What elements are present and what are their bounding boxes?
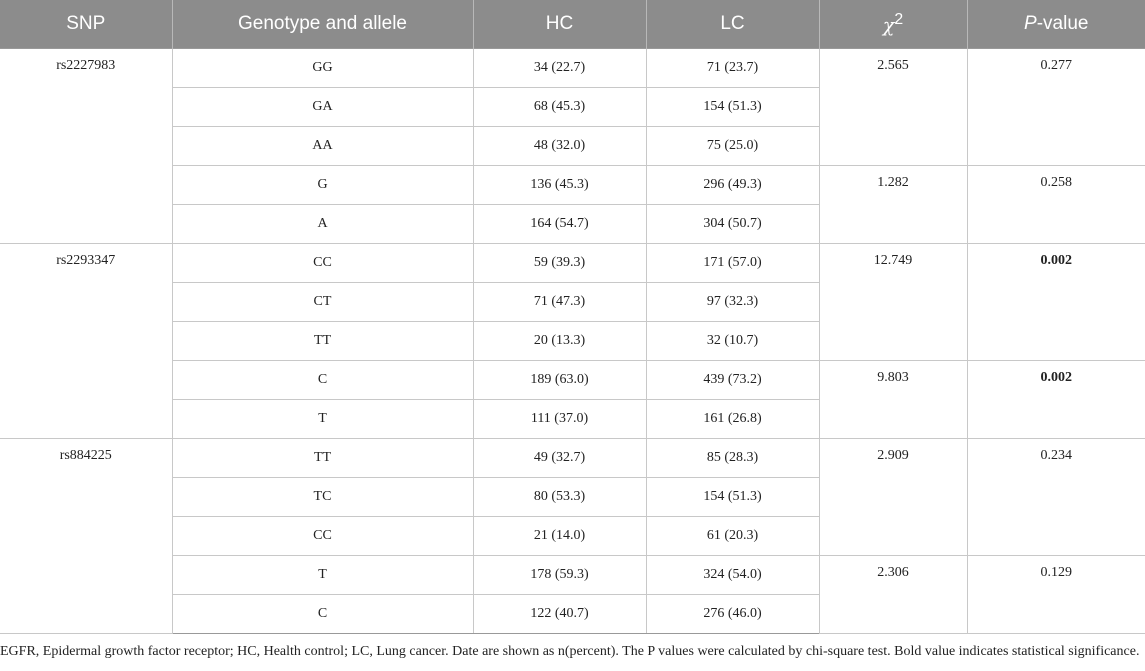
lc-cell: 85 (28.3): [646, 439, 819, 478]
lc-cell: 154 (51.3): [646, 478, 819, 517]
table-row: [0, 49, 1145, 88]
genotype-cell: CC: [172, 517, 473, 556]
chi-cell: 2.909: [819, 439, 967, 556]
snp-cell: rs884225: [0, 439, 172, 634]
lc-cell: 296 (49.3): [646, 166, 819, 205]
genotype-cell: TT: [172, 439, 473, 478]
hc-cell: 34 (22.7): [473, 49, 646, 88]
chi-cell: 9.803: [819, 361, 967, 439]
table-row: [0, 244, 1145, 283]
lc-cell: 161 (26.8): [646, 400, 819, 439]
hc-cell: 48 (32.0): [473, 127, 646, 166]
p-italic: P: [1024, 13, 1037, 34]
genotype-cell: TC: [172, 478, 473, 517]
hc-cell: 189 (63.0): [473, 361, 646, 400]
chi-symbol: χ: [882, 14, 895, 37]
header-lc: LC: [646, 0, 819, 49]
hc-cell: 80 (53.3): [473, 478, 646, 517]
lc-cell: 75 (25.0): [646, 127, 819, 166]
hc-cell: 20 (13.3): [473, 322, 646, 361]
lc-cell: 97 (32.3): [646, 283, 819, 322]
p-rest: -value: [1036, 13, 1089, 34]
p-value-cell-significant: 0.002: [967, 361, 1145, 439]
genotype-cell: T: [172, 400, 473, 439]
chi-superscript: 2: [894, 10, 904, 28]
table-header: [0, 0, 1145, 49]
genotype-cell: TT: [172, 322, 473, 361]
header-chi-square: [819, 0, 967, 49]
genotype-cell: GG: [172, 49, 473, 88]
table-row: [0, 361, 1145, 400]
genotype-cell: AA: [172, 127, 473, 166]
table-row: [0, 556, 1145, 595]
hc-cell: 71 (47.3): [473, 283, 646, 322]
p-value-cell-significant: 0.002: [967, 244, 1145, 361]
lc-cell: 439 (73.2): [646, 361, 819, 400]
genotype-cell: T: [172, 556, 473, 595]
hc-cell: 164 (54.7): [473, 205, 646, 244]
header-row: [0, 0, 1145, 49]
header-snp: SNP: [0, 0, 172, 49]
chi-cell: 1.282: [819, 166, 967, 244]
lc-cell: 61 (20.3): [646, 517, 819, 556]
lc-cell: 304 (50.7): [646, 205, 819, 244]
genotype-cell: G: [172, 166, 473, 205]
p-value-cell: 0.234: [967, 439, 1145, 556]
hc-cell: 68 (45.3): [473, 88, 646, 127]
genotype-cell: GA: [172, 88, 473, 127]
hc-cell: 178 (59.3): [473, 556, 646, 595]
header-p-value: [967, 0, 1145, 49]
hc-cell: 111 (37.0): [473, 400, 646, 439]
table-body: [0, 49, 1145, 634]
snp-cell: rs2227983: [0, 49, 172, 244]
table-footnote: EGFR, Epidermal growth factor receptor; HC, Health control; LC, Lung cancer. Date are shown as n(percent). The P values were calculated by chi-square test. Bold value indicates statistical significance.: [0, 644, 1140, 659]
table-row: [0, 439, 1145, 478]
lc-cell: 276 (46.0): [646, 595, 819, 634]
p-value-cell: 0.129: [967, 556, 1145, 634]
genotype-cell: CT: [172, 283, 473, 322]
genotype-cell: CC: [172, 244, 473, 283]
header-hc: HC: [473, 0, 646, 49]
hc-cell: 21 (14.0): [473, 517, 646, 556]
lc-cell: 171 (57.0): [646, 244, 819, 283]
snp-cell: rs2293347: [0, 244, 172, 439]
hc-cell: 49 (32.7): [473, 439, 646, 478]
lc-cell: 32 (10.7): [646, 322, 819, 361]
lc-cell: 324 (54.0): [646, 556, 819, 595]
lc-cell: 71 (23.7): [646, 49, 819, 88]
p-value-cell: 0.277: [967, 49, 1145, 166]
lc-cell: 154 (51.3): [646, 88, 819, 127]
hc-cell: 59 (39.3): [473, 244, 646, 283]
genotype-cell: A: [172, 205, 473, 244]
hc-cell: 136 (45.3): [473, 166, 646, 205]
chi-cell: 2.565: [819, 49, 967, 166]
genotype-cell: C: [172, 361, 473, 400]
chi-cell: 2.306: [819, 556, 967, 634]
p-value-cell: 0.258: [967, 166, 1145, 244]
hc-cell: 122 (40.7): [473, 595, 646, 634]
genotype-cell: C: [172, 595, 473, 634]
header-genotype: Genotype and allele: [172, 0, 473, 49]
table-row: [0, 166, 1145, 205]
chi-cell: 12.749: [819, 244, 967, 361]
